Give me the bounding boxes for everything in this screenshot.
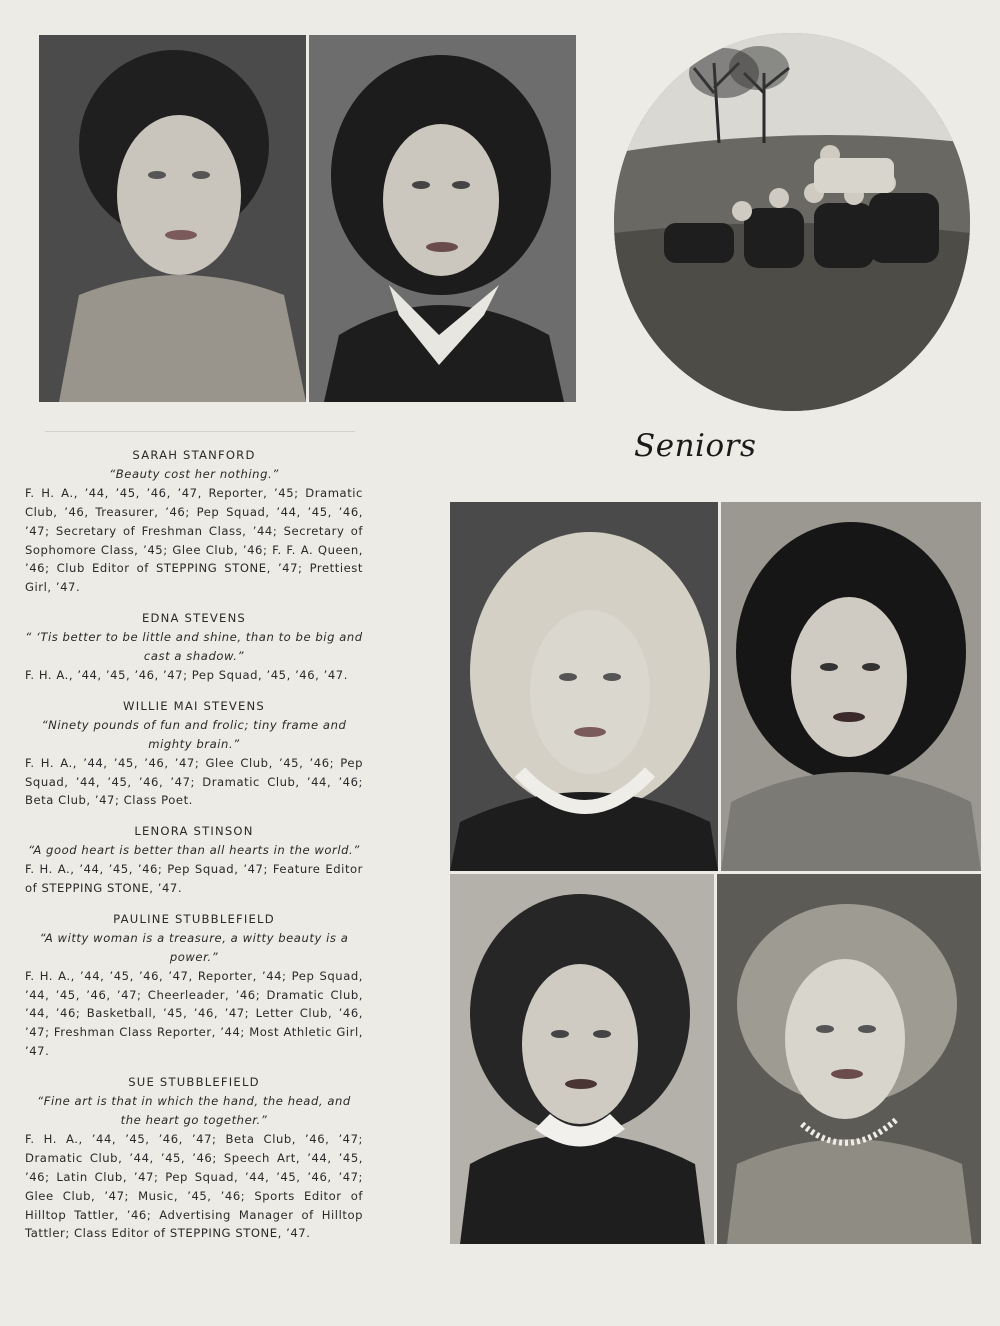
student-name: EDNA STEVENS xyxy=(142,611,246,626)
student-quote: “ ‘Tis better to be little and shine, than to be big and cast a shadow.” xyxy=(25,630,363,664)
student-quote: “A good heart is better than all hearts in the world.” xyxy=(28,843,360,858)
portrait-photo xyxy=(450,874,714,1244)
student-quote: “A witty woman is a treasure, a witty beauty is a power.” xyxy=(39,930,349,964)
bio-entry xyxy=(25,446,363,597)
portrait-photo xyxy=(450,502,718,871)
student-activities: F. H. A., ’44, ’45, ’46; Pep Squad, ’47; Feature Editor of STEPPING STONE, ’47. xyxy=(25,862,363,896)
bio-entry xyxy=(25,697,363,810)
student-name: PAULINE STUBBLEFIELD xyxy=(113,911,275,926)
portrait-photo xyxy=(309,35,576,402)
student-name: SARAH STANFORD xyxy=(132,448,256,462)
student-quote: “Beauty cost her nothing.” xyxy=(109,466,279,481)
portrait-photo xyxy=(717,874,981,1244)
divider xyxy=(45,431,355,432)
student-activities: F. H. A., ’44, ’45, ’46, ’47, Reporter, ’45; Dramatic Club, ’46, Treasurer, ’46; Pep Squad, ’44, ’45, ’46, ’47; Secretary of Freshman Class, ’44; Secretary of Sophomore Class, ’45; Glee Club, ’46; F. F. A. Queen, ’46; Club Editor of STEPPING STONE, ’47; Prettiest Girl, ’47. xyxy=(25,485,363,595)
student-activities: F. H. A., ’44, ’45, ’46, ’47, Reporter, ’44; Pep Squad, ’44, ’45, ’46, ’47; Cheerleader, ’46; Dramatic Club, ’44, ’46; Basketball, ’45, ’46, ’47; Letter Club, ’46, ’47; Freshman Class Reporter, ’44; Most Athletic Girl, ’47. xyxy=(25,968,363,1059)
bio-entry xyxy=(25,910,363,1061)
group-photo xyxy=(614,33,970,411)
bio-entry xyxy=(25,822,363,898)
portrait-photo xyxy=(39,35,306,402)
student-activities: F. H. A., ’44, ’45, ’46, ’47; Beta Club, ’46, ’47; Dramatic Club, ’44, ’45, ’46; Speech Art, ’44, ’45, ’46; Latin Club, ’47; Pep Squad, ’44, ’45, ’46, ’47; Glee Club, ’47; Music, ’45, ’46; Sports Editor of Hilltop Tattler, ’46; Advertising Manager of Hilltop Tattler; Class Editor of STEPPING STONE, ’47. xyxy=(25,1131,363,1241)
page-title: Seniors xyxy=(634,428,757,464)
student-activities: F. H. A., ’44, ’45, ’46, ’47; Pep Squad, ’45, ’46, ’47. xyxy=(25,667,348,682)
student-quote: “Fine art is that in which the hand, the head, and the heart go together.” xyxy=(37,1094,351,1127)
bio-entry xyxy=(25,1073,363,1243)
portrait-photo xyxy=(721,502,981,871)
student-activities: F. H. A., ’44, ’45, ’46, ’47; Glee Club, ’45, ’46; Pep Squad, ’44, ’45, ’46, ’47; Dramatic Club, ’44, ’46; Beta Club, ’47; Class Poet. xyxy=(25,755,363,808)
student-quote: “Ninety pounds of fun and frolic; tiny frame and mighty brain.” xyxy=(41,717,347,751)
student-name: WILLIE MAI STEVENS xyxy=(123,698,265,713)
student-name: SUE STUBBLEFIELD xyxy=(128,1075,260,1090)
student-name: LENORA STINSON xyxy=(134,824,254,839)
bio-entry xyxy=(25,609,363,685)
bio-list xyxy=(25,446,363,1255)
